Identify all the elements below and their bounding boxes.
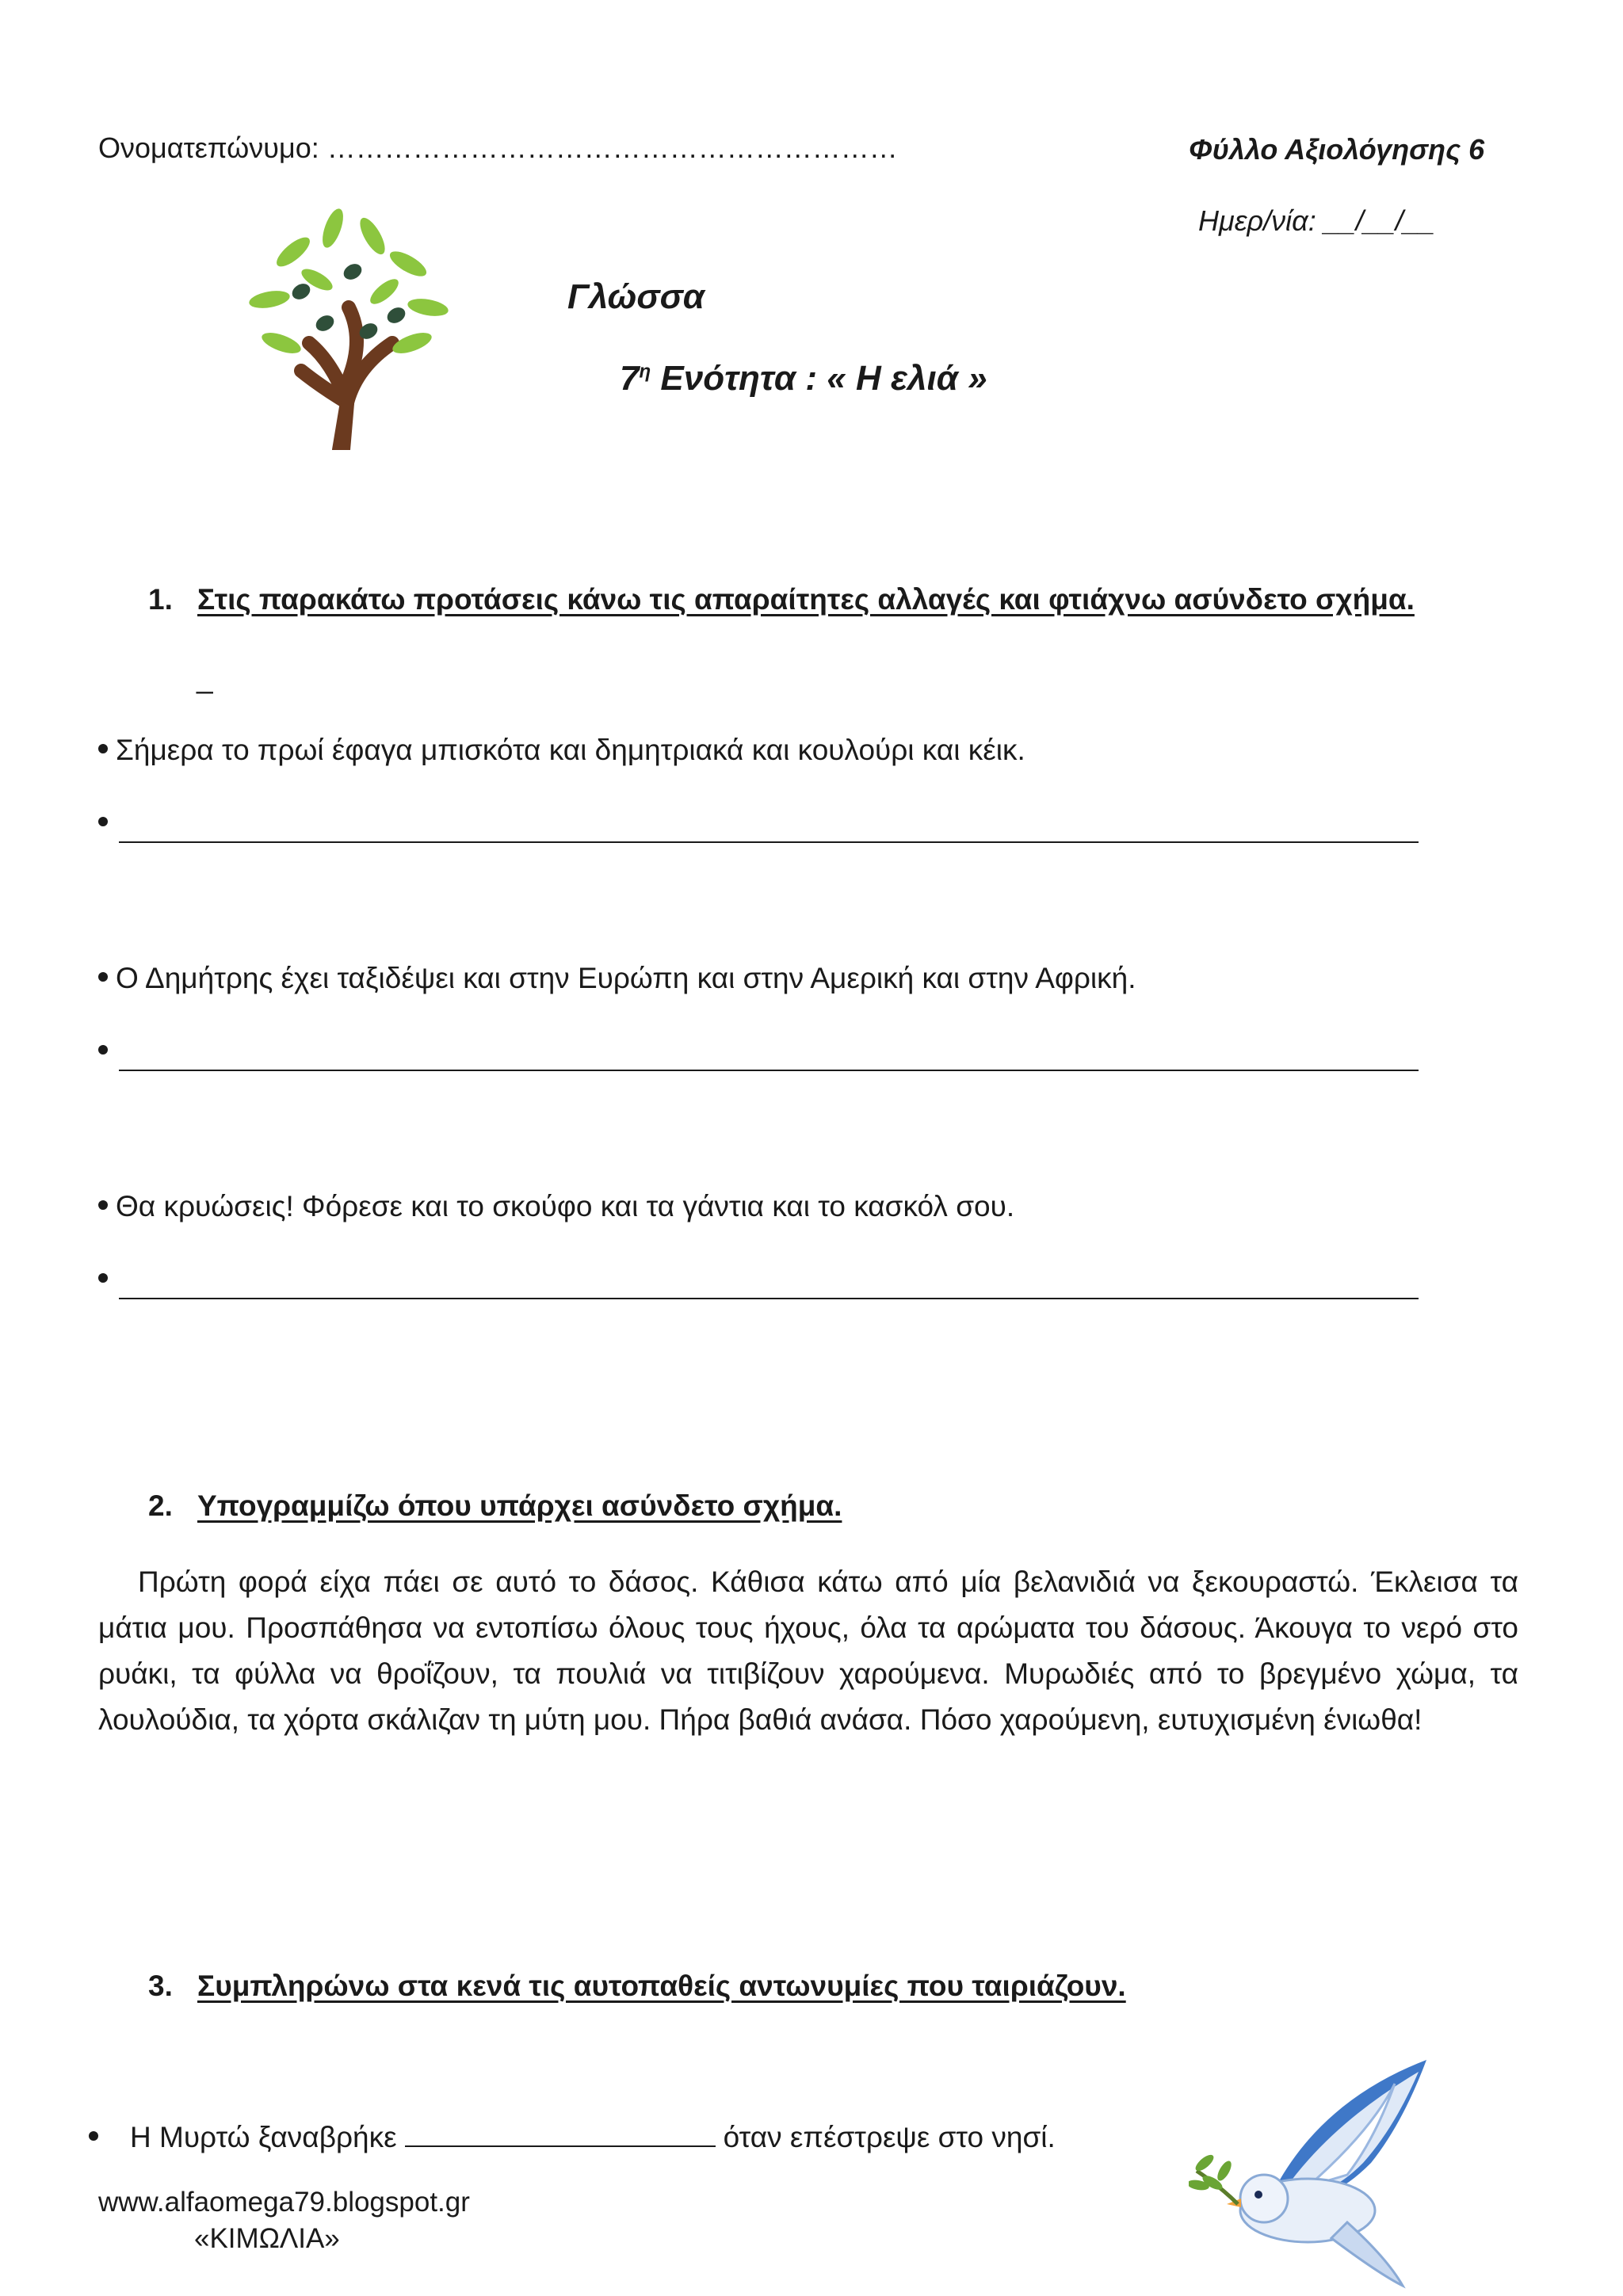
sentence-3: Θα κρυώσεις! Φόρεσε και το σκούφο και τα γάντια και το κασκόλ σου. <box>98 1190 1014 1223</box>
blank-input[interactable] <box>405 2117 716 2147</box>
answer-bullet-icon <box>98 1274 116 1288</box>
sentence-2: Ο Δημήτρης έχει ταξιδέψει και στην Ευρώπη και στην Αμερική και στην Αφρική. <box>98 962 1136 995</box>
bullet-icon <box>98 744 108 753</box>
footer-website: www.alfaomega79.blogspot.gr <box>98 2187 470 2218</box>
answer-line-2[interactable] <box>119 1070 1419 1071</box>
bullet-icon <box>98 1200 108 1210</box>
exercise-number: 2. <box>148 1489 173 1522</box>
bullet-icon <box>89 2131 98 2141</box>
answer-bullet-icon <box>98 818 116 832</box>
dove-with-olive-branch-icon <box>1189 2052 1442 2290</box>
olive-tree-icon <box>246 204 452 450</box>
stray-mark: _ <box>197 662 213 694</box>
unit-title <box>620 359 987 399</box>
date-field-label: Ημερ/νία: __/__/__ <box>1198 204 1435 237</box>
exercise-instruction: Συμπληρώνω στα κενά τις αυτοπαθείς αντωνυμίες που ταιριάζουν. <box>197 1970 1126 2002</box>
unit-text: Ενότητα : « Η ελιά » <box>651 359 987 398</box>
bullet-icon <box>98 972 108 982</box>
exercise-1-heading <box>148 583 1415 616</box>
exercise-2-paragraph[interactable]: Πρώτη φορά είχα πάει σε αυτό το δάσος. Κάθισα κάτω από μία βελανιδιά να ξεκουραστώ. Έκλεισα τα μάτια μου. Προσπάθησα να εντοπίσω όλους τους ήχους, όλα τα αρώματα του δάσους. Άκουγα το νερό στο ρυάκι, τα φύλλα να θροΐζουν, τα πουλιά να τιτιβίζουν χαρούμενα. Μυρωδιές από το βρεγμένο χώμα, τα λουλούδια, τα χόρτα σκάλιζαν τη μύτη μου. Πήρα βαθιά ανάσα. Πόσο χαρούμενη, ευτυχισμένη ένιωθα! <box>98 1566 1518 1736</box>
sheet-title: Φύλλο Αξιολόγησης 6 <box>1189 133 1485 166</box>
exercise-instruction: Υπογραμμίζω όπου υπάρχει ασύνδετο σχήμα. <box>197 1489 842 1522</box>
exercise-number: 1. <box>148 583 173 616</box>
item-text-before: Η Μυρτώ ξαναβρήκε <box>130 2121 397 2153</box>
subject-title: Γλώσσα <box>567 277 705 316</box>
answer-line-3[interactable] <box>119 1298 1419 1299</box>
exercise-number: 3. <box>148 1970 173 2002</box>
exercise-3-heading <box>148 1970 1126 2003</box>
answer-line-1[interactable] <box>119 841 1419 843</box>
item-text-after: όταν επέστρεψε στο νησί. <box>723 2121 1056 2153</box>
footer-brand: «ΚΙΜΩΛΙΑ» <box>194 2223 340 2254</box>
name-field-label: Ονοματεπώνυμο: …………………………………………………… <box>98 132 898 164</box>
exercise-3-item <box>89 2117 1056 2154</box>
sentence-1: Σήμερα το πρωί έφαγα μπισκότα και δημητριακά και κουλούρι και κέικ. <box>98 734 1025 767</box>
exercise-2-heading <box>148 1489 842 1523</box>
unit-ordinal: η <box>639 360 651 383</box>
exercise-instruction: Στις παρακάτω προτάσεις κάνω τις απαραίτητες αλλαγές και φτιάχνω ασύνδετο σχήμα. <box>197 583 1415 616</box>
answer-bullet-icon <box>98 1046 116 1060</box>
unit-number: 7 <box>620 359 640 398</box>
